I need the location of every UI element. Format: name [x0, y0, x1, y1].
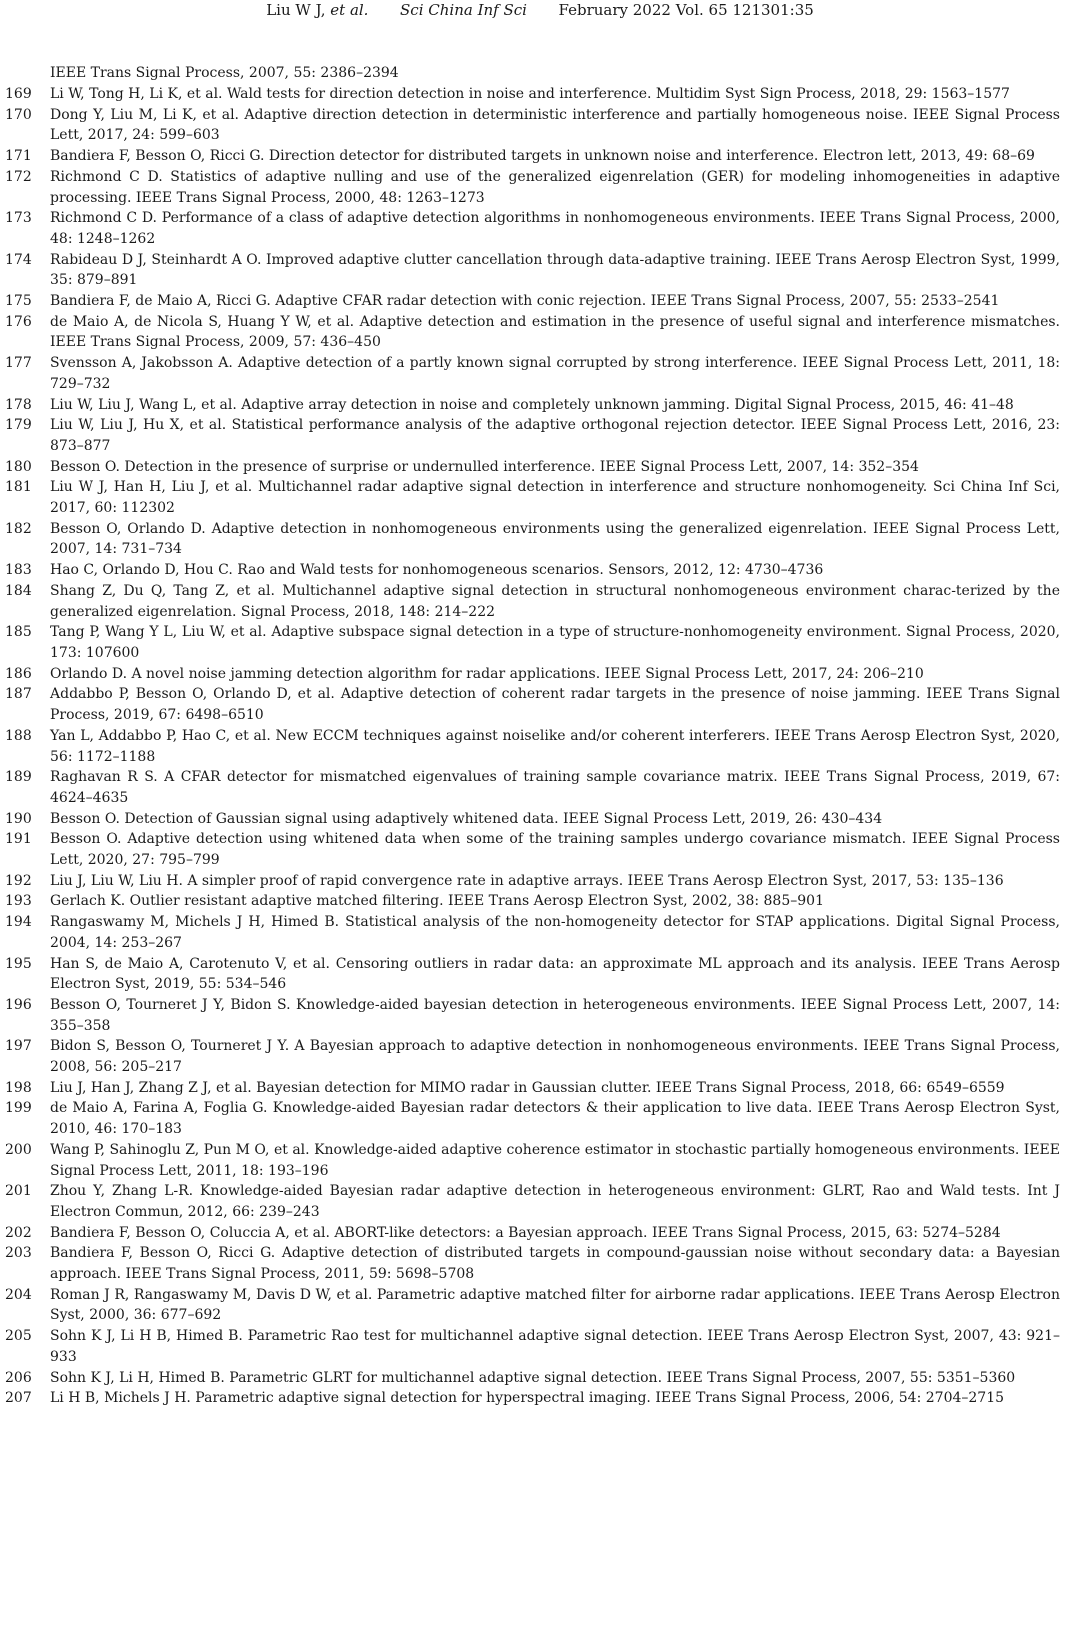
reference-number: 200 [5, 1141, 32, 1158]
reference-text: Liu J, Han J, Zhang Z J, et al. Bayesian detection for MIMO radar in Gaussian clutter. IEEE Trans Signal Process, 2018, 66: 6549–6559 [50, 1079, 1005, 1096]
reference-entry [0, 519, 1060, 560]
reference-number: 205 [5, 1328, 32, 1345]
reference-entry [0, 726, 1060, 767]
reference-number: 179 [5, 417, 32, 434]
reference-entry [0, 1223, 1060, 1244]
reference-number: 178 [5, 396, 32, 413]
reference-entry [0, 457, 1060, 478]
reference-text: Li W, Tong H, Li K, et al. Wald tests for direction detection in noise and interference. Multidim Syst Sign Process, 2018, 29: 1563–1577 [50, 86, 1010, 102]
reference-number: 206 [5, 1369, 32, 1386]
reference-number: 193 [5, 893, 32, 910]
reference-entry [0, 1098, 1060, 1139]
reference-number: 169 [5, 86, 32, 102]
reference-number: 189 [5, 769, 32, 786]
reference-text: Besson O. Detection of Gaussian signal using adaptively whitened data. IEEE Signal Process Lett, 2019, 26: 430–434 [50, 810, 883, 827]
reference-entry [0, 1326, 1060, 1367]
reference-entry [0, 312, 1060, 353]
reference-number: 192 [5, 872, 32, 889]
reference-number: 183 [5, 562, 32, 579]
reference-number: 176 [5, 313, 32, 330]
reference-number: 191 [5, 831, 32, 848]
header-issue: February 2022 Vol. 65 121301:35 [558, 1, 814, 19]
reference-text: Bidon S, Besson O, Tourneret J Y. A Bayesian approach to adaptive detection in nonhomogeneous environments. IEEE Trans Signal Process, 2008, 56: 205–217 [50, 1038, 1060, 1076]
reference-number: 196 [5, 996, 32, 1013]
reference-number: 207 [5, 1390, 32, 1407]
reference-text: Bandiera F, Besson O, Ricci G. Adaptive detection of distributed targets in compound-gaussian noise without secondary data: a Bayesian approach. IEEE Trans Signal Process, 2011, 59: 5698–5708 [50, 1245, 1060, 1283]
reference-text: Richmond C D. Statistics of adaptive nulling and use of the generalized eigenrelation (GER) for modeling inhomogeneities in adaptive processing. IEEE Trans Signal Process, 2000, 48: 1263–1273 [50, 168, 1060, 206]
reference-entry [0, 891, 1060, 912]
reference-entry [0, 167, 1060, 208]
reference-number: 181 [5, 479, 32, 496]
reference-text: Zhou Y, Zhang L-R. Knowledge-aided Bayesian radar adaptive detection in heterogeneous environment: GLRT, Rao and Wald tests. Int J Electron Commun, 2012, 66: 239–243 [50, 1183, 1060, 1220]
reference-entry [0, 871, 1060, 892]
header-journal: Sci China Inf Sci [400, 1, 527, 19]
reference-entry [0, 477, 1060, 518]
reference-text: Dong Y, Liu M, Li K, et al. Adaptive direction detection in deterministic interference and partially homogeneous noise. IEEE Signal Process Lett, 2017, 24: 599–603 [50, 106, 1060, 144]
reference-text: Liu W, Liu J, Wang L, et al. Adaptive array detection in noise and completely unknown jamming. Digital Signal Process, 2015, 46: 41–48 [50, 396, 1014, 413]
reference-continuation: IEEE Trans Signal Process, 2007, 55: 2386–2394 [50, 65, 399, 81]
reference-text: Raghavan R S. A CFAR detector for mismatched eigenvalues of training sample covariance matrix. IEEE Trans Signal Process, 2019, 67: 4624–4635 [50, 769, 1060, 806]
reference-entry [0, 1036, 1060, 1077]
reference-entry [0, 829, 1060, 870]
reference-entry [0, 353, 1060, 394]
reference-text: Liu W J, Han H, Liu J, et al. Multichannel radar adaptive signal detection in interference and structure nonhomogeneity. Sci China Inf Sci, 2017, 60: 112302 [50, 479, 1060, 517]
reference-text: Liu J, Liu W, Liu H. A simpler proof of rapid convergence rate in adaptive arrays. IEEE Trans Aerosp Electron Syst, 2017, 53: 135–136 [50, 872, 1004, 889]
reference-number: 204 [5, 1286, 32, 1303]
reference-text: Orlando D. A novel noise jamming detection algorithm for radar applications. IEEE Signal Process Lett, 2017, 24: 206–210 [50, 665, 924, 682]
reference-number: 170 [5, 106, 32, 123]
reference-number: 197 [5, 1038, 32, 1055]
reference-entry [0, 1078, 1060, 1099]
reference-entry [0, 767, 1060, 808]
reference-number: 174 [5, 251, 32, 268]
reference-text: Besson O, Tourneret J Y, Bidon S. Knowledge-aided bayesian detection in heterogeneous environments. IEEE Signal Process Lett, 2007, 14: 355–358 [50, 996, 1060, 1034]
reference-number: 203 [5, 1245, 32, 1262]
reference-entry [0, 415, 1060, 456]
reference-entry [0, 1388, 1060, 1409]
reference-number: 194 [5, 914, 32, 931]
reference-entry [0, 395, 1060, 416]
reference-number: 182 [5, 520, 32, 537]
reference-number: 184 [5, 582, 32, 599]
running-header [0, 0, 1080, 24]
reference-text: Tang P, Wang Y L, Liu W, et al. Adaptive subspace signal detection in a type of structure-nonhomogeneity environment. Signal Process, 2020, 173: 107600 [50, 624, 1060, 661]
reference-number: 175 [5, 293, 32, 310]
reference-entry [0, 684, 1060, 725]
reference-text: Wang P, Sahinoglu Z, Pun M O, et al. Knowledge-aided adaptive coherence estimator in stochastic partially homogeneous environments. IEEE Signal Process Lett, 2011, 18: 193–196 [50, 1141, 1060, 1179]
reference-text: Besson O, Orlando D. Adaptive detection in nonhomogeneous environments using the generalized eigenrelation. IEEE Signal Process Lett, 2007, 14: 731–734 [50, 520, 1060, 558]
reference-number: 177 [5, 355, 32, 372]
reference-entry [0, 1181, 1060, 1222]
reference-number: 180 [5, 458, 32, 475]
reference-text: Hao C, Orlando D, Hou C. Rao and Wald tests for nonhomogeneous scenarios. Sensors, 2012, 12: 4730–4736 [50, 562, 824, 579]
reference-number: 199 [5, 1100, 32, 1117]
reference-entry [0, 664, 1060, 685]
reference-entry [0, 809, 1060, 830]
reference-number: 195 [5, 955, 32, 972]
reference-number: 201 [5, 1183, 32, 1200]
reference-text: Roman J R, Rangaswamy M, Davis D W, et al. Parametric adaptive matched filter for airborne radar applications. IEEE Trans Aerosp Electron Syst, 2000, 36: 677–692 [50, 1286, 1060, 1324]
reference-text: Bandiera F, Besson O, Coluccia A, et al. ABORT-like detectors: a Bayesian approach. IEEE Trans Signal Process, 2015, 63: 5274–5284 [50, 1224, 1001, 1241]
reference-entry [0, 622, 1060, 663]
reference-text: Rabideau D J, Steinhardt A O. Improved adaptive clutter cancellation through data-adaptive training. IEEE Trans Aerosp Electron Syst, 1999, 35: 879–891 [50, 251, 1060, 289]
reference-entry [0, 1285, 1060, 1326]
reference-text: Han S, de Maio A, Carotenuto V, et al. Censoring outliers in radar data: an approximate ML approach and its analysis. IEEE Trans Aerosp Electron Syst, 2019, 55: 534–546 [50, 955, 1060, 993]
reference-entry [0, 1368, 1060, 1389]
reference-number: 188 [5, 727, 32, 744]
reference-text: de Maio A, Farina A, Foglia G. Knowledge-aided Bayesian radar detectors & their application to live data. IEEE Trans Aerosp Electron Syst, 2010, 46: 170–183 [50, 1100, 1060, 1138]
reference-text: Besson O. Adaptive detection using whitened data when some of the training samples undergo covariance mismatch. IEEE Signal Process Lett, 2020, 27: 795–799 [50, 831, 1060, 869]
reference-entry [0, 105, 1060, 146]
reference-entry [0, 250, 1060, 291]
reference-text: Bandiera F, Besson O, Ricci G. Direction detector for distributed targets in unknown noise and interference. Electron lett, 2013, 49: 68–69 [50, 148, 1035, 165]
reference-entry [0, 1140, 1060, 1181]
reference-entry [0, 146, 1060, 167]
reference-entry [0, 995, 1060, 1036]
reference-entry [0, 1243, 1060, 1284]
reference-text: Liu W, Liu J, Hu X, et al. Statistical performance analysis of the adaptive orthogonal rejection detector. IEEE Signal Process Lett, 2016, 23: 873–877 [50, 417, 1060, 454]
reference-entry [0, 291, 1060, 312]
reference-text: Sohn K J, Li H B, Himed B. Parametric Rao test for multichannel adaptive signal detection. IEEE Trans Aerosp Electron Syst, 2007, 43: 921–933 [50, 1328, 1060, 1365]
reference-entry [0, 560, 1060, 581]
reference-entry [0, 954, 1060, 995]
reference-text: Yan L, Addabbo P, Hao C, et al. New ECCM techniques against noiselike and/or coherent interferers. IEEE Trans Aerosp Electron Syst, 2020, 56: 1172–1188 [50, 727, 1060, 765]
reference-text: Besson O. Detection in the presence of surprise or undernulled interference. IEEE Signal Process Lett, 2007, 14: 352–354 [50, 458, 919, 475]
reference-entry [0, 208, 1060, 249]
reference-text: de Maio A, de Nicola S, Huang Y W, et al. Adaptive detection and estimation in the presence of useful signal and interference mismatches. IEEE Trans Signal Process, 2009, 57: 436–450 [50, 313, 1060, 351]
reference-text: Shang Z, Du Q, Tang Z, et al. Multichannel adaptive signal detection in structural nonhomogeneous environment charac-terized by the generalized eigenrelation. Signal Process, 2018, 148: 214–222 [50, 582, 1060, 620]
reference-text: Addabbo P, Besson O, Orlando D, et al. Adaptive detection of coherent radar targets in the presence of noise jamming. IEEE Trans Signal Process, 2019, 67: 6498–6510 [50, 686, 1060, 724]
reference-number: 198 [5, 1079, 32, 1096]
reference-number: 173 [5, 210, 32, 227]
reference-text: Li H B, Michels J H. Parametric adaptive signal detection for hyperspectral imaging. IEEE Trans Signal Process, 2006, 54: 2704–2715 [50, 1390, 1005, 1407]
reference-entry [0, 84, 1060, 105]
header-etal: et al. [330, 1, 369, 19]
reference-number: 185 [5, 624, 32, 641]
reference-number: 202 [5, 1224, 32, 1241]
reference-text: Bandiera F, de Maio A, Ricci G. Adaptive CFAR radar detection with conic rejection. IEEE Trans Signal Process, 2007, 55: 2533–2541 [50, 293, 1000, 310]
reference-list [0, 63, 1080, 1409]
reference-text: Gerlach K. Outlier resistant adaptive matched filtering. IEEE Trans Aerosp Electron Syst, 2002, 38: 885–901 [50, 893, 824, 910]
reference-number: 187 [5, 686, 32, 703]
reference-text: Richmond C D. Performance of a class of adaptive detection algorithms in nonhomogeneous environments. IEEE Trans Signal Process, 2000, 48: 1248–1262 [50, 210, 1060, 247]
reference-number: 186 [5, 665, 32, 682]
reference-number: 190 [5, 810, 32, 827]
reference-text: Svensson A, Jakobsson A. Adaptive detection of a partly known signal corrupted by strong interference. IEEE Signal Process Lett, 2011, 18: 729–732 [50, 355, 1060, 392]
reference-number: 172 [5, 168, 32, 185]
reference-text: Rangaswamy M, Michels J H, Himed B. Statistical analysis of the non-homogeneity detector for STAP applications. Digital Signal Process, 2004, 14: 253–267 [50, 914, 1060, 951]
reference-text: Sohn K J, Li H, Himed B. Parametric GLRT for multichannel adaptive signal detection. IEEE Trans Signal Process, 2007, 55: 5351–5360 [50, 1369, 1016, 1386]
reference-entry [0, 581, 1060, 622]
header-authors: Liu W J, [266, 1, 326, 19]
reference-entry [0, 912, 1060, 953]
reference-number: 171 [5, 148, 32, 165]
